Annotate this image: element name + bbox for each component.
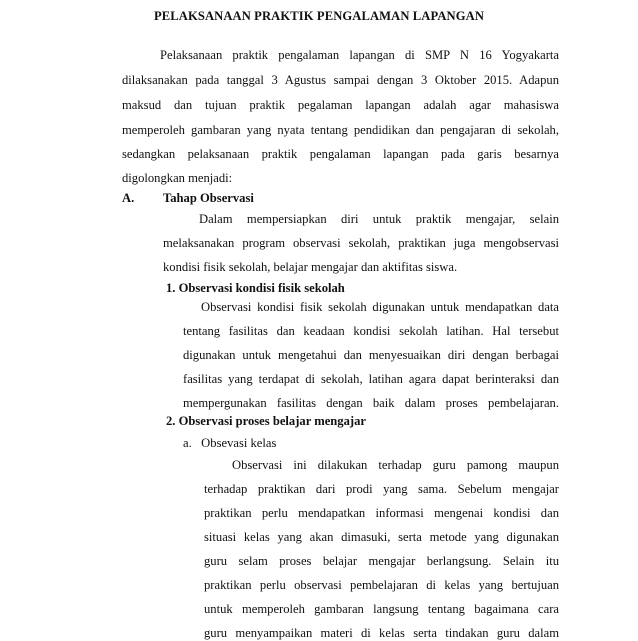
item-1-line-3: digunakan untuk mengetahui dan menyesuaikan diri dengan berbagai <box>183 348 559 362</box>
item-1-line-2: tentang fasilitas dan keadaan kondisi sekolah latihan. Hal tersebut <box>183 324 559 338</box>
item-2-sub-a-line-1: Observasi ini dilakukan terhadap guru pamong maupun <box>232 458 559 472</box>
intro-line-3: maksud dan tujuan praktik pegalaman lapangan adalah agar mahasiswa <box>122 98 559 112</box>
item-2-sub-a-line-4: situasi kelas yang akan dimasuki, serta metode yang digunakan <box>204 530 559 544</box>
intro-line-1: Pelaksanaan praktik pengalaman lapangan di SMP N 16 Yogyakarta <box>160 48 559 62</box>
item-2-sub-a-line-2: terhadap praktikan dari prodi yang sama. Sebelum mengajar <box>204 482 559 496</box>
section-a-line-3: kondisi fisik sekolah, belajar mengajar dan aktifitas siswa. <box>163 260 458 274</box>
intro-line-4: memperoleh gambaran yang nyata tentang pendidikan dan pengajaran di sekolah, <box>122 123 559 137</box>
item-1-line-1: Observasi kondisi fisik sekolah digunakan untuk mendapatkan data <box>201 300 559 314</box>
item-2-sub-a-label: a. Obsevasi kelas <box>183 436 277 450</box>
item-2-sub-a-line-7: untuk memperoleh gambaran langsung tentang bagaimana cara <box>204 602 559 616</box>
item-2-heading: 2. Observasi proses belajar mengajar <box>166 414 366 428</box>
page-title: PELAKSANAAN PRAKTIK PENGALAMAN LAPANGAN <box>153 9 485 23</box>
intro-line-5: sedangkan pelaksanaan praktik pengalaman lapangan pada garis besarnya <box>122 147 559 161</box>
section-a-line-2: melaksanakan program observasi sekolah, praktikan juga mengobservasi <box>163 236 559 250</box>
item-1-line-5: mempergunakan fasilitas dengan baik dalam proses pembelajaran. <box>183 396 559 410</box>
item-1-heading: 1. Observasi kondisi fisik sekolah <box>166 281 345 295</box>
intro-line-6: digolongkan menjadi: <box>122 171 233 185</box>
item-2-sub-a-line-5: guru selam proses belajar mengajar berlangsung. Selain itu <box>204 554 559 568</box>
item-2-sub-a-line-3: praktikan perlu mendapatkan informasi mengenai kondisi dan <box>204 506 559 520</box>
section-a-heading: Tahap Observasi <box>163 191 254 205</box>
item-2-sub-a-line-8: guru menyampaikan materi di kelas serta tindakan guru dalam <box>204 626 559 640</box>
item-2-sub-a-line-6: praktikan perlu observasi pembelajaran di kelas yang bertujuan <box>204 578 559 592</box>
section-a-marker: A. <box>122 191 135 205</box>
section-a-line-1: Dalam mempersiapkan diri untuk praktik mengajar, selain <box>199 212 559 226</box>
item-1-line-4: fasilitas yang terdapat di sekolah, latihan agara dapat berinteraksi dan <box>183 372 559 386</box>
intro-line-2: dilaksanakan pada tanggal 3 Agustus sampai dengan 3 Oktober 2015. Adapun <box>122 73 559 87</box>
